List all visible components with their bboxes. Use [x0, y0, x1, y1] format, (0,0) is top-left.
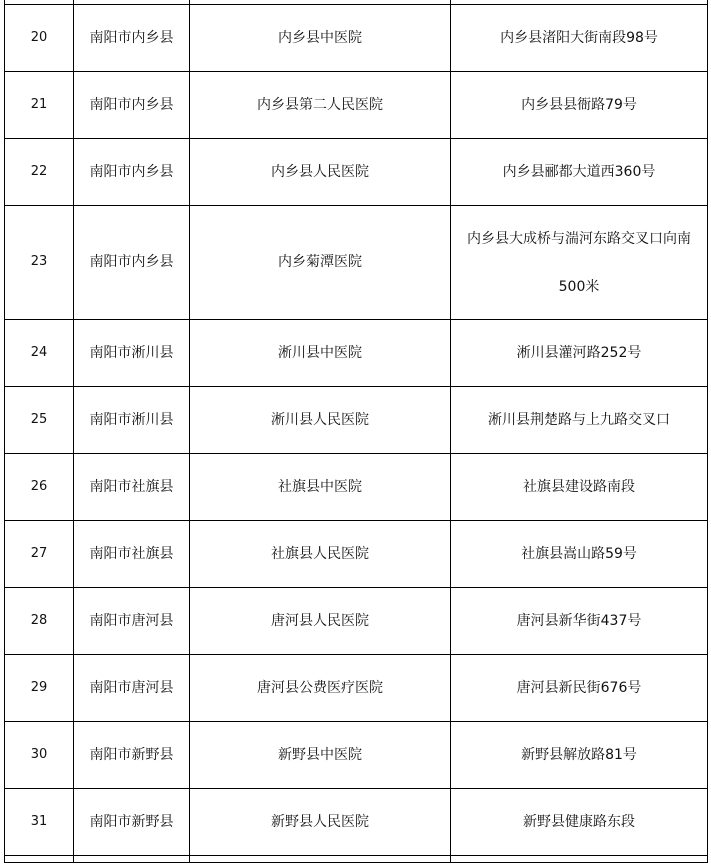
address-cell: 新野县解放路81号: [451, 722, 708, 789]
address-line-2: 500米: [558, 278, 600, 295]
row-number: 23: [5, 206, 74, 320]
table-row: [5, 789, 708, 856]
address-cell: 内乡县渚阳大街南段98号: [451, 5, 708, 72]
row-number: 25: [5, 387, 74, 454]
hospital-name-cell: 淅川县人民医院: [190, 387, 451, 454]
address-cell: [451, 206, 708, 320]
hospital-name-cell: 唐河县公费医疗医院: [190, 655, 451, 722]
hospital-name-cell: 淅川县中医院: [190, 320, 451, 387]
hospital-name-cell: 唐河县人民医院: [190, 588, 451, 655]
row-number: 29: [5, 655, 74, 722]
address-cell: 唐河县新华街437号: [451, 588, 708, 655]
city-county-cell: 南阳市淅川县: [74, 320, 190, 387]
table-row: [5, 454, 708, 521]
table-cell: [451, 856, 708, 863]
hospital-table: [4, 0, 708, 863]
city-county-cell: 南阳市社旗县: [74, 521, 190, 588]
row-number: 30: [5, 722, 74, 789]
row-number: 31: [5, 789, 74, 856]
table-row: [5, 320, 708, 387]
hospital-name-cell: 新野县人民医院: [190, 789, 451, 856]
hospital-name-cell: 内乡县第二人民医院: [190, 72, 451, 139]
address-line-1: 内乡县大成桥与湍河东路交叉口向南: [467, 230, 691, 247]
table-row: [5, 387, 708, 454]
table-row: [5, 722, 708, 789]
address-cell: 唐河县新民街676号: [451, 655, 708, 722]
table-row: [5, 5, 708, 72]
row-number: 20: [5, 5, 74, 72]
row-number: 26: [5, 454, 74, 521]
table-row-partial-bottom: [5, 856, 708, 863]
table-row: [5, 588, 708, 655]
hospital-name-cell: 内乡菊潭医院: [190, 206, 451, 320]
address-cell: 淅川县荆楚路与上九路交叉口: [451, 387, 708, 454]
city-county-cell: 南阳市内乡县: [74, 139, 190, 206]
table-cell: [5, 856, 74, 863]
row-number: 28: [5, 588, 74, 655]
row-number: 27: [5, 521, 74, 588]
city-county-cell: 南阳市唐河县: [74, 588, 190, 655]
row-number: 24: [5, 320, 74, 387]
table-row: [5, 139, 708, 206]
table-cell: [74, 856, 190, 863]
hospital-name-cell: 内乡县人民医院: [190, 139, 451, 206]
row-number: 21: [5, 72, 74, 139]
table-row: [5, 521, 708, 588]
city-county-cell: 南阳市唐河县: [74, 655, 190, 722]
table-cell: [190, 856, 451, 863]
city-county-cell: 南阳市内乡县: [74, 5, 190, 72]
address-cell: 内乡县郦都大道西360号: [451, 139, 708, 206]
hospital-name-cell: 新野县中医院: [190, 722, 451, 789]
hospital-name-cell: 社旗县中医院: [190, 454, 451, 521]
hospital-name-cell: 社旗县人民医院: [190, 521, 451, 588]
city-county-cell: 南阳市淅川县: [74, 387, 190, 454]
city-county-cell: 南阳市社旗县: [74, 454, 190, 521]
address-cell: 内乡县县衙路79号: [451, 72, 708, 139]
address-cell: 新野县健康路东段: [451, 789, 708, 856]
address-cell: 淅川县灌河路252号: [451, 320, 708, 387]
table-row: [5, 72, 708, 139]
row-number: 22: [5, 139, 74, 206]
address-cell: 社旗县建设路南段: [451, 454, 708, 521]
city-county-cell: 南阳市内乡县: [74, 206, 190, 320]
city-county-cell: 南阳市新野县: [74, 789, 190, 856]
address-cell: 社旗县嵩山路59号: [451, 521, 708, 588]
table-row: [5, 206, 708, 320]
table-row: [5, 655, 708, 722]
city-county-cell: 南阳市内乡县: [74, 72, 190, 139]
hospital-name-cell: 内乡县中医院: [190, 5, 451, 72]
city-county-cell: 南阳市新野县: [74, 722, 190, 789]
